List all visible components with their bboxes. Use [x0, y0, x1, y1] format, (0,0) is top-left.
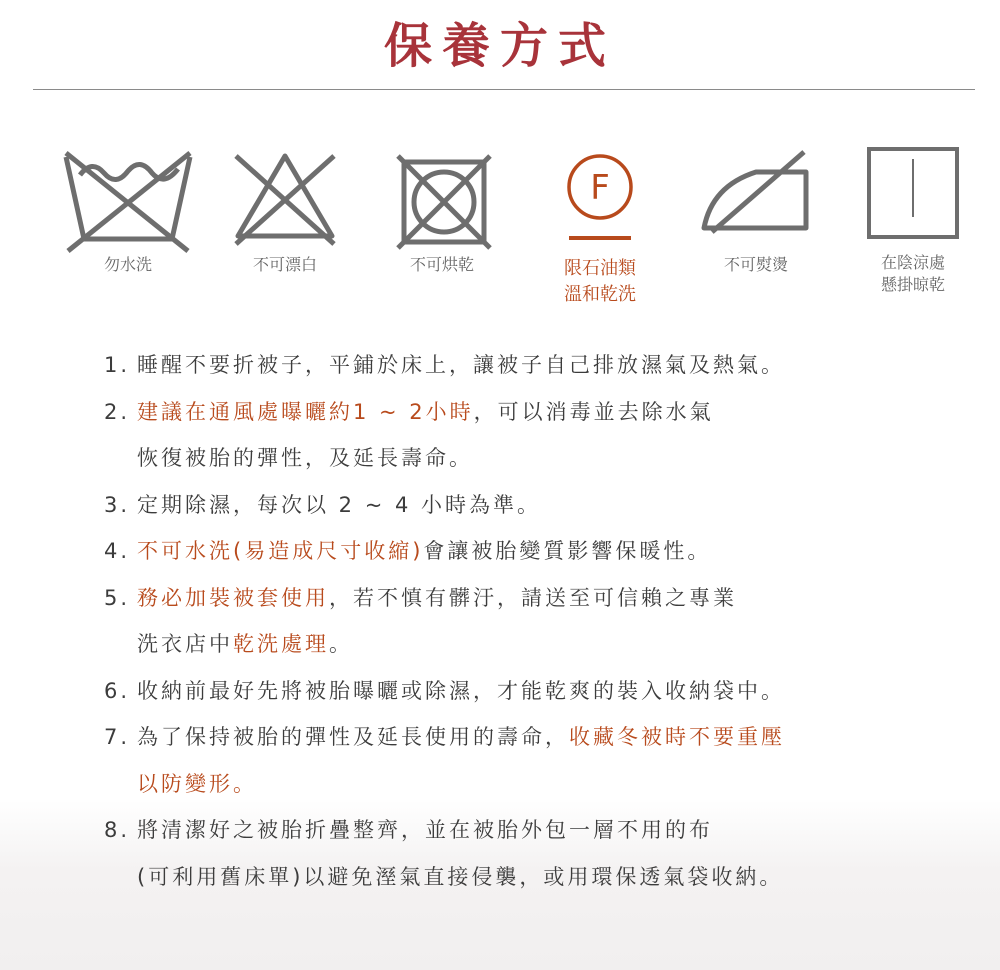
- instruction-line: 7. 為了保持被胎的彈性及延長使用的壽命，收藏冬被時不要重壓: [104, 725, 785, 749]
- no-tumble-dry-icon: [396, 154, 492, 250]
- no-tumble-dry-label: 不可烘乾: [409, 255, 474, 274]
- dry-clean-f-label: 限石油類 溫和乾洗: [564, 258, 636, 305]
- instruction-line: 以防變形。: [137, 771, 257, 796]
- instruction-line: 2. 建議在通風處曝曬約1 ~ 2小時，可以消毒並去除水氣: [104, 399, 714, 424]
- no-wash-label: 勿水洗: [103, 255, 152, 274]
- no-iron-label: 不可熨燙: [723, 255, 788, 274]
- no-bleach-icon: [232, 152, 338, 248]
- instruction-line: 8. 將清潔好之被胎折疊整齊，並在被胎外包一層不用的布: [104, 818, 713, 842]
- line-dry-shade-icon: [865, 145, 961, 241]
- instruction-line: 洗衣店中乾洗處理。: [137, 632, 353, 656]
- instruction-line: 3. 定期除濕，每次以 2 ~ 4 小時為準。: [104, 492, 542, 517]
- instruction-line: (可利用舊床單)以避免溼氣直接侵襲，或用環保透氣袋收納。: [137, 864, 784, 889]
- no-bleach-label: 不可漂白: [252, 255, 317, 274]
- line-dry-shade-label: 在陰涼處 懸掛晾乾: [880, 253, 945, 294]
- instruction-line: 5. 務必加裝被套使用，若不慎有髒汙，請送至可信賴之專業: [104, 585, 737, 610]
- svg-text:F: F: [590, 168, 610, 208]
- no-wash-icon: [60, 145, 196, 257]
- instruction-line: 4. 不可水洗(易造成尺寸收縮)會讓被胎變質影響保暖性。: [104, 539, 712, 563]
- care-instructions-list: [104, 342, 984, 900]
- instruction-line: 6. 收納前最好先將被胎曝曬或除濕，才能乾爽的裝入收納袋中。: [104, 678, 785, 703]
- no-iron-icon: [698, 148, 814, 234]
- dry-clean-f-icon: [565, 152, 635, 244]
- instruction-line: 1. 睡醒不要折被子，平鋪於床上，讓被子自己排放濕氣及熱氣。: [104, 353, 785, 377]
- instruction-line: 恢復被胎的彈性，及延長壽命。: [137, 446, 473, 470]
- title-divider: [33, 89, 975, 90]
- page-title: 保養方式: [383, 18, 616, 74]
